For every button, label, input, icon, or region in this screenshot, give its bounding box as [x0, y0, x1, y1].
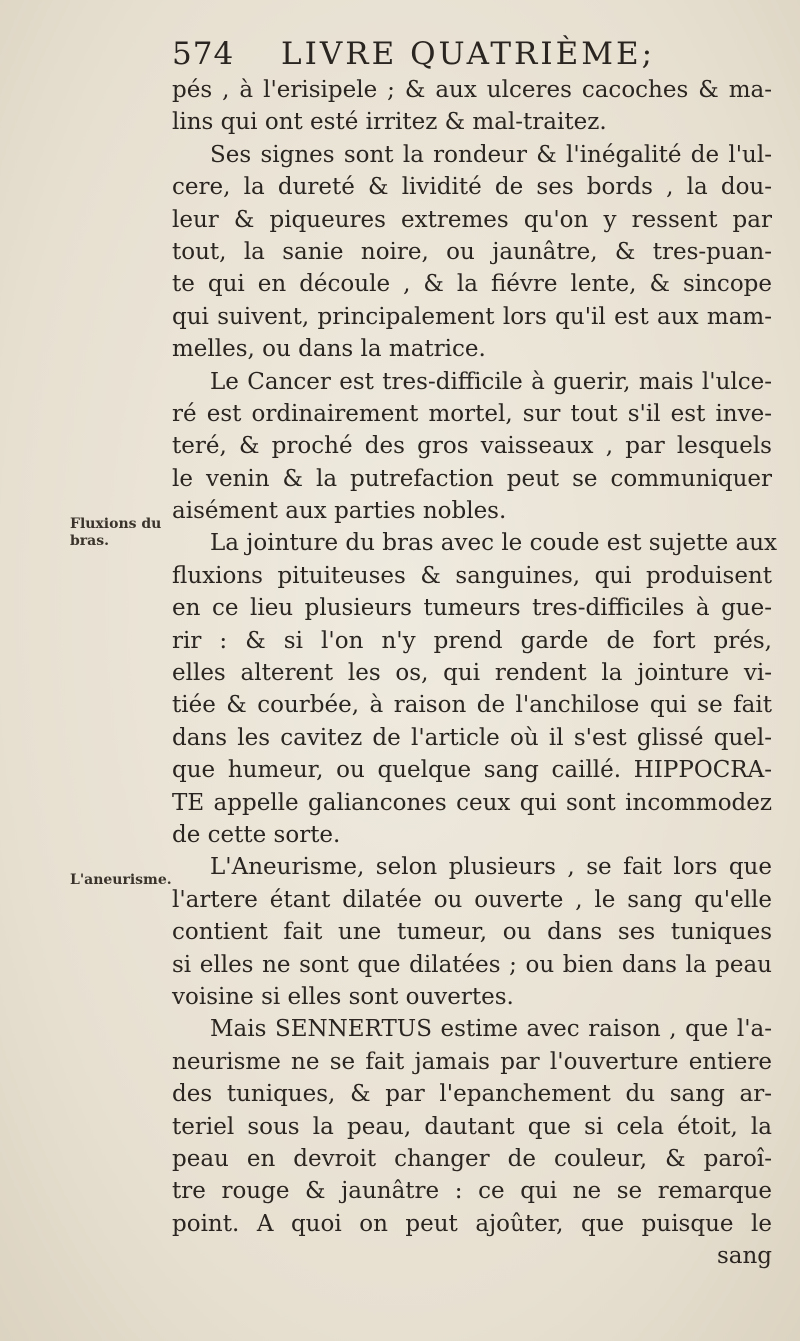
text-line: teriel sous la peau, dautant que si cela étoit, la — [172, 1113, 772, 1140]
text-line: L'Aneurisme, selon plusieurs , se fait lors que — [210, 854, 772, 881]
text-line: neurisme ne se fait jamais par l'ouverture entiere — [172, 1048, 772, 1075]
text-line: Le Cancer est tres-difficile à guerir, mais l'ulce- — [210, 368, 772, 395]
text-line: melles, ou dans la matrice. — [172, 336, 486, 363]
text-line: que humeur, ou quelque sang caillé. HIPPOCRA- — [172, 757, 772, 784]
text-line: l'artere étant dilatée ou ouverte , le sang qu'elle — [172, 886, 772, 913]
text-line: lins qui ont esté irritez & mal-traitez. — [172, 109, 607, 136]
text-line: leur & piqueures extremes qu'on y ressent par — [172, 206, 772, 233]
text-line: aisément aux parties nobles. — [172, 498, 507, 525]
text-line: cere, la dureté & lividité de ses bords , la dou- — [172, 174, 772, 201]
running-header — [172, 36, 770, 72]
text-line: voisine si elles sont ouvertes. — [172, 983, 514, 1010]
text-line: si elles ne sont que dilatées ; ou bien dans la peau — [172, 951, 772, 978]
text-line: contient fait une tumeur, ou dans ses tuniques — [172, 919, 772, 946]
running-title: LIVRE QUATRIÈME; — [281, 36, 656, 72]
catchword: sang — [716, 1243, 772, 1270]
text-line: point. A quoi on peut ajoûter, que puisque le — [172, 1210, 772, 1237]
text-line: fluxions pituiteuses & sanguines, qui produisent — [172, 562, 772, 589]
text-line: le venin & la putrefaction peut se communiquer — [172, 465, 772, 492]
margin-note: L'aneurisme. — [70, 872, 172, 888]
text-line: dans les cavitez de l'article où il s'est glissé quel- — [172, 724, 772, 751]
text-line: teré, & proché des gros vaisseaux , par lesquels — [172, 433, 772, 460]
page-number: 574 — [172, 36, 235, 72]
text-line: qui suivent, principalement lors qu'il est aux mam- — [172, 303, 772, 330]
text-line: ré est ordinairement mortel, sur tout s'il est inve- — [172, 400, 772, 427]
text-line: tout, la sanie noire, ou jaunâtre, & tres-puan- — [172, 238, 772, 265]
text-line: tre rouge & jaunâtre : ce qui ne se remarque — [172, 1178, 772, 1205]
text-line: Mais SENNERTUS estime avec raison , que l'a- — [210, 1016, 772, 1043]
text-line: rir : & si l'on n'y prend garde de fort prés, — [172, 627, 772, 654]
text-line: TE appelle galiancones ceux qui sont incommodez — [172, 789, 772, 816]
body-text — [172, 74, 778, 1272]
text-line: elles alterent les os, qui rendent la jointure vi- — [172, 660, 772, 687]
text-line: pés , à l'erisipele ; & aux ulceres cacoches & ma- — [172, 77, 772, 103]
margin-note: Fluxions du bras. — [70, 515, 162, 549]
text-line: de cette sorte. — [172, 821, 341, 848]
text-line: Ses signes sont la rondeur & l'inégalité de l'ul- — [210, 141, 772, 168]
text-line: des tuniques, & par l'epanchement du sang ar- — [172, 1081, 772, 1108]
text-line: peau en devroit changer de couleur, & paroî- — [172, 1145, 772, 1172]
text-line: tiée & courbée, à raison de l'anchilose qui se fait — [172, 692, 772, 719]
text-line: te qui en découle , & la fiévre lente, & sincope — [172, 271, 772, 298]
text-line: en ce lieu plusieurs tumeurs tres-difficiles à gue- — [172, 595, 772, 622]
text-line: La jointure du bras avec le coude est sujette aux — [210, 530, 778, 557]
